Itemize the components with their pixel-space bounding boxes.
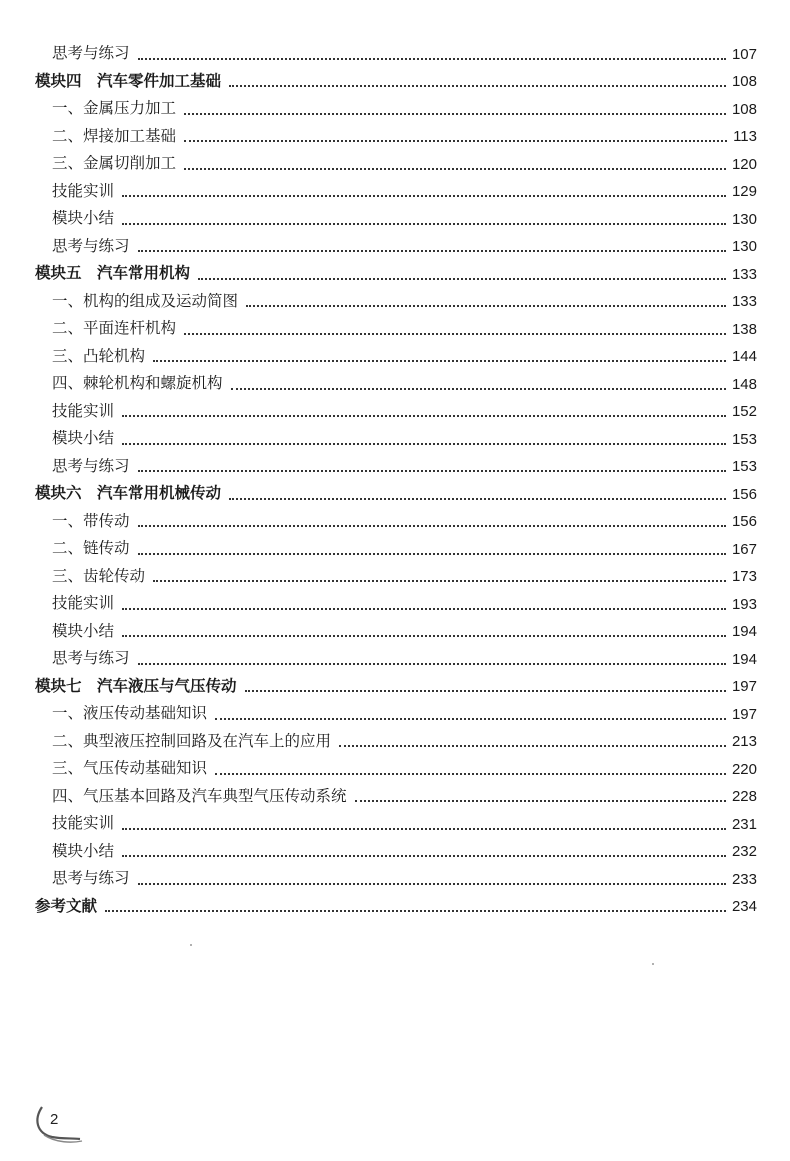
- toc-entry-page: 228: [731, 788, 757, 805]
- dot-leader: [138, 553, 726, 555]
- toc-entry[interactable]: [35, 806, 757, 834]
- toc-entry[interactable]: [35, 201, 757, 229]
- toc-entry-title: 思考与练习: [52, 44, 130, 62]
- dot-leader: [122, 828, 726, 830]
- toc-entry-page: 220: [731, 760, 757, 778]
- dot-leader: [184, 168, 726, 170]
- toc-entry[interactable]: [35, 284, 757, 312]
- dot-leader: [339, 745, 726, 747]
- dot-leader: [153, 580, 726, 582]
- toc-entry-page: 231: [731, 815, 757, 833]
- toc-entry-page: 129: [731, 183, 757, 200]
- toc-entry-page: 130: [731, 238, 757, 255]
- toc-entry-title: 技能实训: [52, 401, 115, 420]
- toc-entry-title: 参考文献: [35, 896, 98, 915]
- dot-leader: [122, 855, 726, 857]
- toc-entry-page: 113: [733, 128, 757, 145]
- toc-entry-title: 模块五 汽车常用机构: [35, 264, 191, 282]
- toc-entry-page: 156: [731, 485, 757, 503]
- scan-speck: [190, 944, 192, 946]
- toc-entry-title: 模块小结: [52, 209, 115, 227]
- toc-entry-page: 213: [731, 733, 757, 750]
- toc-entry[interactable]: [35, 779, 757, 807]
- toc-entry-title: 三、金属切削加工: [52, 154, 177, 172]
- toc-entry-title: 三、凸轮机构: [52, 346, 146, 365]
- dot-leader: [355, 800, 726, 802]
- toc-entry-title: 模块小结: [52, 621, 115, 640]
- toc-entry[interactable]: [35, 91, 757, 119]
- toc-entry[interactable]: [35, 531, 757, 559]
- toc-entry[interactable]: [35, 696, 757, 724]
- toc-entry-page: 133: [731, 293, 757, 310]
- dot-leader: [138, 883, 726, 885]
- dot-leader: [153, 360, 726, 362]
- toc-entry[interactable]: [35, 421, 757, 449]
- toc-entry[interactable]: [35, 586, 757, 614]
- toc-module-entry[interactable]: [35, 669, 757, 697]
- toc-entry-title: 技能实训: [52, 181, 115, 200]
- toc-entry-page: 152: [731, 403, 757, 420]
- toc-entry[interactable]: [35, 119, 757, 147]
- toc-entry-title: 四、棘轮机构和螺旋机构: [52, 374, 223, 392]
- toc-entry-title: 思考与练习: [52, 649, 130, 667]
- page-footer: [34, 1105, 94, 1145]
- toc-entry[interactable]: [35, 366, 757, 394]
- toc-entry-page: 194: [731, 650, 757, 668]
- toc-entry[interactable]: [35, 36, 757, 64]
- toc-entry-page: 197: [731, 705, 757, 723]
- toc-entry-page: 148: [731, 375, 757, 393]
- dot-leader: [138, 250, 726, 252]
- toc-entry-page: 130: [731, 210, 757, 228]
- toc-entry[interactable]: [35, 614, 757, 642]
- dot-leader: [184, 113, 726, 115]
- toc-entry-page: 194: [731, 623, 757, 640]
- scan-speck: [652, 963, 654, 965]
- toc-entry[interactable]: [35, 504, 757, 532]
- toc-entry[interactable]: [35, 861, 757, 889]
- toc-entry-page: 167: [731, 540, 757, 558]
- dot-leader: [138, 525, 726, 527]
- dot-leader: [215, 773, 726, 775]
- dot-leader: [184, 140, 727, 142]
- dot-leader: [184, 333, 726, 335]
- dot-leader: [138, 663, 726, 665]
- toc-entry-title: 三、齿轮传动: [52, 566, 146, 585]
- toc-entry-page: 144: [731, 348, 757, 365]
- page-corner-ornament-icon: [34, 1105, 94, 1145]
- dot-leader: [215, 718, 726, 720]
- dot-leader: [138, 58, 726, 60]
- toc-entry[interactable]: [35, 394, 757, 422]
- toc-entry[interactable]: [35, 641, 757, 669]
- table-of-contents: [35, 36, 757, 916]
- dot-leader: [229, 85, 726, 87]
- toc-entry-title: 技能实训: [52, 814, 115, 832]
- toc-entry-title: 四、气压基本回路及汽车典型气压传动系统: [52, 786, 347, 805]
- page-number: 2: [50, 1111, 59, 1128]
- toc-module-entry[interactable]: [35, 476, 757, 504]
- toc-entry-page: 133: [731, 265, 757, 283]
- toc-entry-title: 模块四 汽车零件加工基础: [35, 71, 222, 90]
- toc-entry-page: 234: [731, 898, 757, 915]
- toc-module-entry[interactable]: [35, 64, 757, 92]
- toc-entry-title: 二、链传动: [52, 539, 130, 557]
- toc-entry-page: 233: [731, 870, 757, 888]
- toc-entry-title: 二、焊接加工基础: [52, 126, 177, 145]
- toc-entry-title: 思考与练习: [52, 456, 130, 475]
- toc-entry-page: 173: [731, 568, 757, 585]
- dot-leader: [246, 305, 726, 307]
- toc-entry-title: 模块七 汽车液压与气压传动: [35, 676, 237, 695]
- toc-entry[interactable]: [35, 751, 757, 779]
- toc-entry-title: 模块小结: [52, 841, 115, 860]
- dot-leader: [122, 195, 726, 197]
- toc-entry-title: 一、金属压力加工: [52, 99, 177, 117]
- toc-entry-title: 模块六 汽车常用机械传动: [35, 484, 222, 502]
- toc-entry-page: 197: [731, 678, 757, 695]
- toc-entry-page: 232: [731, 843, 757, 860]
- dot-leader: [122, 415, 726, 417]
- dot-leader: [245, 690, 726, 692]
- toc-entry-title: 一、液压传动基础知识: [52, 704, 208, 722]
- toc-entry-title: 模块小结: [52, 429, 115, 447]
- dot-leader: [122, 608, 726, 610]
- toc-entry-page: 120: [731, 155, 757, 173]
- dot-leader: [105, 910, 726, 912]
- toc-entry-page: 193: [731, 595, 757, 613]
- toc-entry-page: 138: [731, 320, 757, 338]
- toc-entry-page: 153: [731, 458, 757, 475]
- toc-entry[interactable]: [35, 834, 757, 862]
- toc-module-entry[interactable]: [35, 889, 757, 917]
- toc-entry-title: 思考与练习: [52, 869, 130, 887]
- toc-entry-page: 108: [731, 100, 757, 118]
- toc-entry[interactable]: [35, 174, 757, 202]
- toc-entry-page: 156: [731, 513, 757, 530]
- toc-entry-page: 108: [731, 73, 757, 90]
- toc-module-entry[interactable]: [35, 256, 757, 284]
- toc-entry[interactable]: [35, 339, 757, 367]
- toc-entry-title: 一、带传动: [52, 511, 130, 530]
- toc-entry[interactable]: [35, 146, 757, 174]
- toc-entry-title: 技能实训: [52, 594, 115, 612]
- toc-entry-title: 二、典型液压控制回路及在汽车上的应用: [52, 731, 332, 750]
- toc-entry-title: 思考与练习: [52, 236, 130, 255]
- toc-entry[interactable]: [35, 559, 757, 587]
- toc-entry[interactable]: [35, 311, 757, 339]
- toc-entry-page: 153: [731, 430, 757, 448]
- toc-entry-title: 三、气压传动基础知识: [52, 759, 208, 777]
- toc-entry-page: 107: [731, 45, 757, 63]
- dot-leader: [122, 223, 726, 225]
- toc-entry-title: 二、平面连杆机构: [52, 319, 177, 337]
- toc-entry[interactable]: [35, 449, 757, 477]
- toc-entry[interactable]: [35, 229, 757, 257]
- dot-leader: [138, 470, 726, 472]
- toc-entry-title: 一、机构的组成及运动简图: [52, 291, 239, 310]
- toc-entry[interactable]: [35, 724, 757, 752]
- dot-leader: [231, 388, 726, 390]
- dot-leader: [122, 635, 726, 637]
- dot-leader: [122, 443, 726, 445]
- dot-leader: [229, 498, 726, 500]
- dot-leader: [198, 278, 726, 280]
